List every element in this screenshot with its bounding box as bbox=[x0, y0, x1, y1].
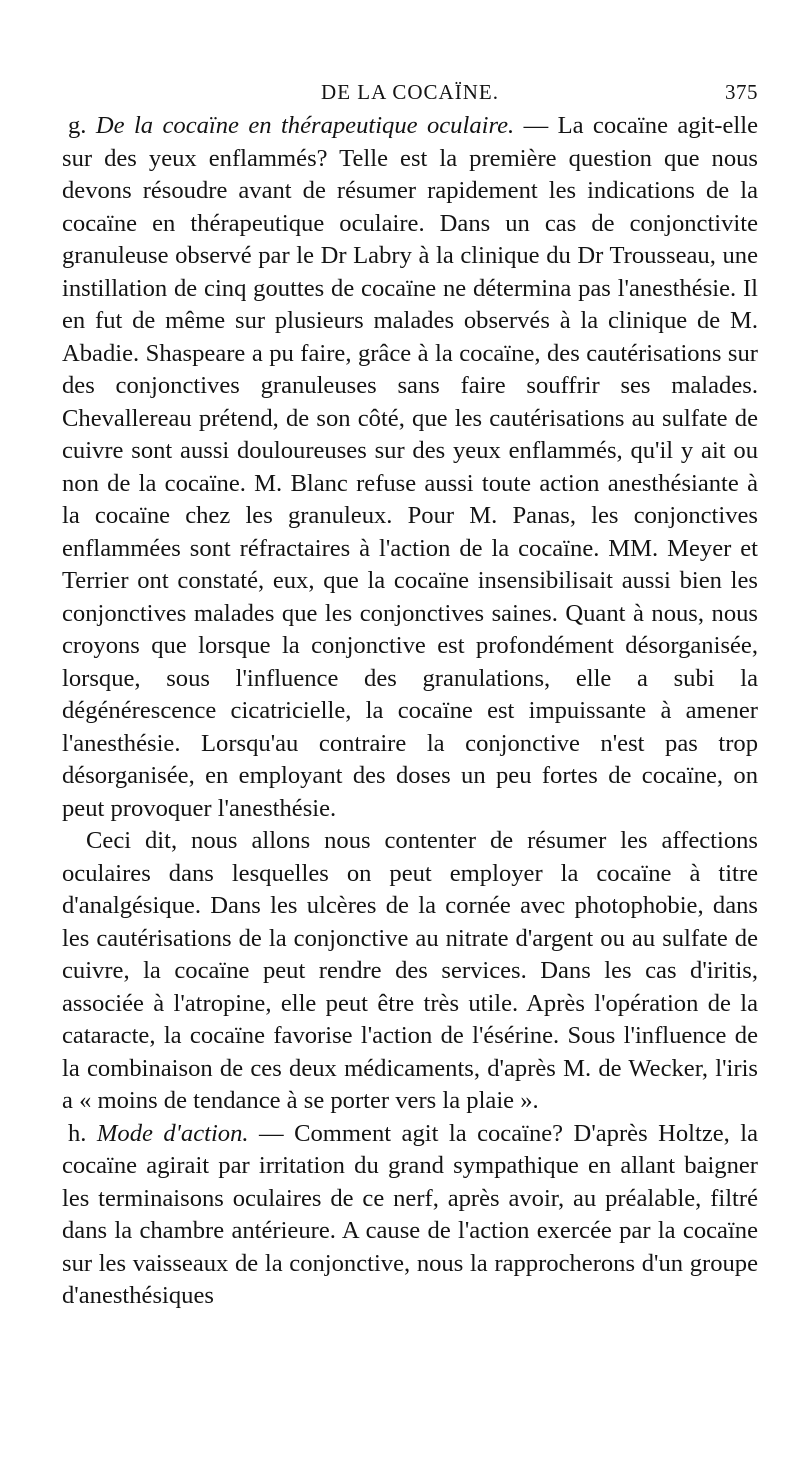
section-g-text: — La cocaïne agit-elle sur des yeux enflammés? Telle est la première question que nous devons résoudre avant de résumer rapidement les indications de la cocaïne en thérapeutique oculaire. Dans un cas de conjonctivite granuleuse observé par le Dr Labry à la clinique du Dr Trousseau, une instillation de cinq gouttes de cocaïne ne détermina pas l'anesthésie. Il en fut de même sur plusieurs malades observés à la clinique de M. Abadie. Shaspeare a pu faire, grâce à la cocaïne, des cautérisations sur des conjonctives granuleuses sans faire souffrir ses malades. Chevallereau prétend, de son côté, que les cautérisations au sulfate de cuivre sont aussi douloureuses sur des yeux enflammés, qu'il y ait ou non de la cocaïne. M. Blanc refuse aussi toute action anesthésiante à la cocaïne chez les granuleux. Pour M. Panas, les conjonctives enflammées sont réfractaires à l'action de la cocaïne. MM. Meyer et Terrier ont constaté, eux, que la cocaïne insensibilisait aussi bien les conjonctives malades que les conjonctives saines. Quant à nous, nous croyons que lorsque la conjonctive est profondément désorganisée, lorsque, sous l'influence des granulations, elle a subi la dégénérescence cicatricielle, la cocaïne est impuissante à amener l'anesthésie. Lorsqu'au contraire la conjonctive n'est pas trop désorganisée, en employant des doses un peu fortes de cocaïne, on peut provoquer l'anesthésie. bbox=[62, 112, 758, 822]
section-g-heading: De la cocaïne en thérapeutique oculaire. bbox=[95, 112, 515, 139]
page-number: 375 bbox=[725, 80, 758, 104]
running-header bbox=[62, 72, 758, 106]
section-g-paragraph bbox=[62, 110, 758, 825]
section-h-text: — Comment agit la cocaïne? D'après Holtze, la cocaïne agirait par irritation du grand sympathique en allant baigner les terminaisons oculaires de ce nerf, après avoir, au préalable, filtré dans la chambre antérieure. A cause de l'action exercée par la cocaïne sur les vaisseaux de la conjonctive, nous la rapprocherons d'un groupe d'anesthésiques bbox=[62, 1119, 759, 1309]
body-text bbox=[62, 110, 758, 1313]
running-title: DE LA COCAÏNE. bbox=[321, 80, 499, 104]
book-page bbox=[62, 72, 758, 1313]
paragraph-affections: Ceci dit, nous allons nous contenter de résumer les affections oculaires dans lesquelles on peut employer la cocaïne à titre d'analgésique. Dans les ulcères de la cornée avec photophobie, dans les cautérisations de la conjonctive au nitrate d'argent ou au sulfate de cuivre, la cocaïne peut rendre des services. Dans les cas d'iritis, associée à l'atropine, elle peut être très utile. Après l'opération de la cataracte, la cocaïne favorise l'action de l'ésérine. Sous l'influence de la combinaison de ces deux médicaments, d'après M. de Wecker, l'iris a « moins de tendance à se porter vers la plaie ». bbox=[62, 827, 758, 1114]
section-h-marker: h. bbox=[68, 1119, 87, 1147]
section-h-heading: Mode d'action. bbox=[96, 1119, 249, 1147]
section-g-marker: g. bbox=[68, 112, 87, 139]
section-h-paragraph bbox=[62, 1118, 758, 1313]
